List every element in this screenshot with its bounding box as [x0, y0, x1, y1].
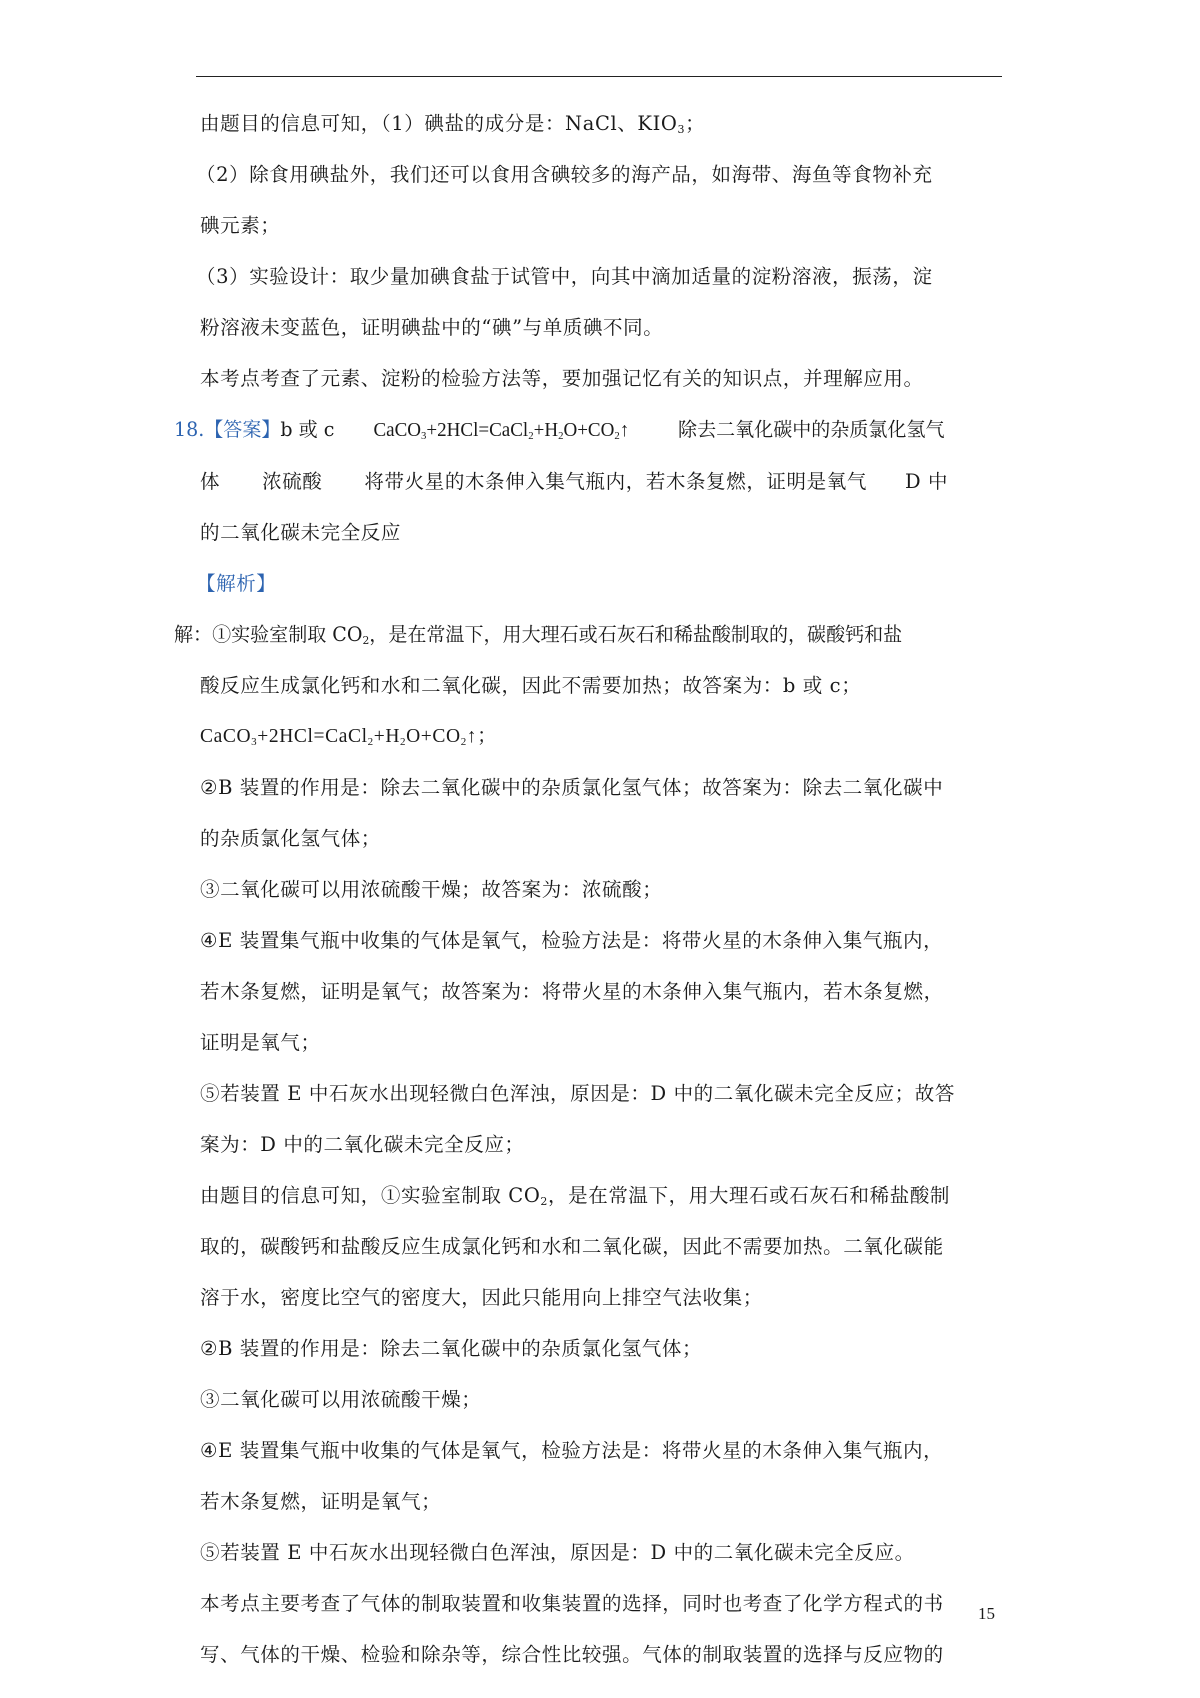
- subscript: 3: [421, 430, 427, 442]
- text-span: （3）实验设计：取少量加碘食盐于试管中，向其中滴加适量的淀粉溶液，振荡，淀: [196, 265, 933, 288]
- text-span: O+CO: [406, 726, 461, 747]
- text-span: ②B 装置的作用是：除去二氧化碳中的杂质氯化氢气体；: [200, 1337, 703, 1360]
- text-span: CaCO: [373, 420, 422, 441]
- text-span: 证明是氧气；: [200, 1031, 321, 1054]
- subscript: 2: [614, 430, 620, 442]
- answer-part: 除去二氧化碳中的杂质氯化氢气: [678, 418, 945, 441]
- text-line: [196, 1068, 1006, 1119]
- text-line: [196, 660, 1006, 711]
- text-line: [174, 609, 986, 660]
- text-line: [196, 711, 1006, 762]
- text-span: 碘元素；: [200, 214, 281, 237]
- answer-part: 体: [200, 470, 221, 493]
- text-span: ③二氧化碳可以用浓硫酸干燥；: [200, 1388, 482, 1411]
- text-span: （2）除食用碘盐外，我们还可以食用含碘较多的海产品，如海带、海鱼等食物补充: [196, 163, 933, 186]
- text-line: [196, 1323, 1006, 1374]
- text-span: 写、气体的干燥、检验和除杂等，综合性比较强。气体的制取装置的选择与反应物的: [200, 1643, 944, 1666]
- text-span: 由题目的信息可知，（1）碘盐的成分是：NaCl、KIO: [200, 112, 678, 135]
- text-line: [196, 915, 1006, 966]
- page-number: 15: [978, 1604, 995, 1623]
- text-line: [196, 302, 1006, 353]
- subscript: 2: [540, 1195, 549, 1208]
- text-span: 溶于水，密度比空气的密度大，因此只能用向上排空气法收集；: [200, 1286, 763, 1309]
- answer-part: 将带火星的木条伸入集气瓶内，若木条复燃，证明是氧气: [364, 470, 867, 493]
- answer-line: [174, 404, 986, 456]
- text-span: CaCO: [200, 726, 252, 747]
- text-span: ②B 装置的作用是：除去二氧化碳中的杂质氯化氢气体；故答案为：除去二氧化碳中: [200, 776, 944, 799]
- text-span: +2HCl=CaCl: [257, 726, 368, 747]
- text-span: 由题目的信息可知，①实验室制取 CO: [200, 1184, 541, 1207]
- text-line: [196, 1221, 1006, 1272]
- answer-line: [196, 507, 1006, 558]
- text-span: 若木条复燃，证明是氧气；: [200, 1490, 442, 1513]
- subscript: 3: [677, 123, 686, 136]
- text-span: ⑤若装置 E 中石灰水出现轻微白色浑浊，原因是：D 中的二氧化碳未完全反应；故答: [200, 1082, 955, 1105]
- subscript: 2: [367, 736, 374, 748]
- text-line: [196, 762, 1006, 813]
- text-line: [196, 1527, 1006, 1578]
- text-span: ↑；: [466, 726, 498, 747]
- text-span: ⑤若装置 E 中石灰水出现轻微白色浑浊，原因是：D 中的二氧化碳未完全反应。: [200, 1541, 915, 1564]
- text-span: +2HCl=CaCl: [426, 420, 529, 441]
- analysis-heading: [196, 558, 1006, 609]
- text-line: [196, 1272, 1006, 1323]
- text-line: [196, 1374, 1006, 1425]
- text-span: 若木条复燃，证明是氧气；故答案为：将带火星的木条伸入集气瓶内，若木条复燃，: [200, 980, 944, 1003]
- text-span: 酸反应生成氯化钙和水和二氧化碳，因此不需要加热；故答案为：b 或 c；: [200, 674, 862, 697]
- text-span: +H: [533, 420, 559, 441]
- text-span: ③二氧化碳可以用浓硫酸干燥；故答案为：浓硫酸；: [200, 878, 663, 901]
- text-span: 粉溶液未变蓝色，证明碘盐中的“碘”与单质碘不同。: [200, 316, 664, 339]
- text-line: [196, 200, 1006, 251]
- text-line: [196, 98, 1006, 149]
- text-span: ，是在常温下，用大理石或石灰石和稀盐酸制: [548, 1184, 951, 1207]
- text-line: [196, 1425, 1006, 1476]
- equation: [373, 420, 629, 441]
- answer-part: D 中: [904, 470, 949, 493]
- question-number: 18.: [174, 418, 205, 441]
- answer-part: 浓硫酸: [262, 470, 323, 493]
- text-span: 本考点考查了元素、淀粉的检验方法等，要加强记忆有关的知识点，并理解应用。: [200, 367, 924, 390]
- text-line: [196, 966, 1006, 1017]
- text-span: 取的，碳酸钙和盐酸反应生成氯化钙和水和二氧化碳，因此不需要加热。二氧化碳能: [200, 1235, 944, 1258]
- text-span: ④E 装置集气瓶中收集的气体是氧气，检验方法是：将带火星的木条伸入集气瓶内，: [200, 929, 944, 952]
- text-span: ；: [685, 112, 706, 135]
- answer-part: b 或 c: [280, 418, 335, 441]
- answer-part: 的二氧化碳未完全反应: [200, 521, 402, 544]
- text-span: ，是在常温下，用大理石或石灰石和稀盐酸制取的，碳酸钙和盐: [369, 623, 903, 646]
- subscript: 3: [251, 736, 258, 748]
- text-line: [196, 1578, 1006, 1629]
- text-line: [196, 353, 1006, 404]
- text-span: 案为：D 中的二氧化碳未完全反应；: [200, 1133, 525, 1156]
- subscript: 2: [460, 736, 467, 748]
- page-body: [174, 98, 1006, 1680]
- text-line: [196, 864, 1006, 915]
- text-span: O+CO: [563, 420, 615, 441]
- text-line: [196, 1119, 1006, 1170]
- header-rule: [196, 76, 1002, 77]
- text-span: +H: [373, 726, 400, 747]
- text-line: [196, 1476, 1006, 1527]
- text-line: [196, 251, 1006, 302]
- subscript: 2: [362, 634, 370, 647]
- text-line: [196, 149, 1006, 200]
- text-span: 解：①实验室制取 CO: [174, 623, 363, 646]
- text-line: [196, 1629, 1006, 1680]
- text-span: 本考点主要考查了气体的制取装置和收集装置的选择，同时也考查了化学方程式的书: [200, 1592, 944, 1615]
- text-span: 的杂质氯化氢气体；: [200, 827, 381, 850]
- answer-tag: 【答案】: [204, 418, 281, 441]
- subscript: 2: [558, 430, 564, 442]
- text-line: [196, 813, 1006, 864]
- analysis-tag: 【解析】: [196, 572, 277, 595]
- text-line: [196, 1017, 1006, 1068]
- text-span: ↑: [619, 420, 630, 441]
- subscript: 2: [528, 430, 534, 442]
- text-line: [196, 1170, 1006, 1221]
- text-span: ④E 装置集气瓶中收集的气体是氧气，检验方法是：将带火星的木条伸入集气瓶内，: [200, 1439, 944, 1462]
- answer-line: [196, 456, 1006, 507]
- subscript: 2: [400, 736, 407, 748]
